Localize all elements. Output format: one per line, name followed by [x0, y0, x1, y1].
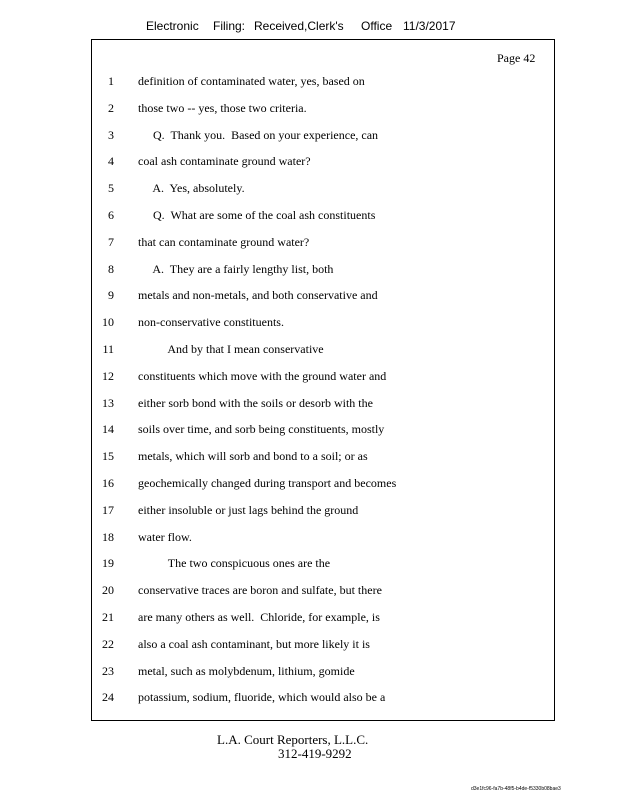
- line-number: 12: [102, 368, 114, 383]
- filing-stamp-part: Filing:: [213, 19, 246, 33]
- transcript-line: [0, 583, 618, 603]
- line-text: that can contaminate ground water?: [138, 234, 310, 249]
- filing-stamp-part: Received,Clerk's: [254, 19, 344, 33]
- transcript-line: [0, 101, 618, 121]
- line-number: 24: [102, 690, 114, 705]
- line-text: also a coal ash contaminant, but more likely it is: [138, 636, 370, 651]
- transcript-line: [0, 664, 618, 684]
- line-text: non-conservative constituents.: [138, 315, 284, 330]
- line-text: Q. What are some of the coal ash constituents: [138, 208, 376, 222]
- transcript-line: [0, 422, 618, 442]
- line-number: 8: [108, 261, 114, 276]
- transcript-line: [0, 154, 618, 174]
- transcript-line: [0, 128, 618, 148]
- transcript-line: [0, 315, 618, 335]
- transcript-line: [0, 235, 618, 255]
- line-number: 13: [102, 395, 114, 410]
- line-number: 18: [102, 529, 114, 544]
- line-text: A. They are a fairly lengthy list, both: [138, 261, 334, 276]
- filing-stamp-header: [0, 19, 618, 35]
- transcript-line: [0, 690, 618, 710]
- transcript-line: [0, 369, 618, 389]
- line-text: either insoluble or just lags behind the ground: [138, 502, 359, 517]
- line-number: 1: [108, 74, 114, 88]
- page-number: Page 42: [497, 51, 536, 65]
- line-number: 11: [102, 342, 114, 356]
- line-number: 7: [108, 234, 114, 249]
- line-number: 5: [108, 181, 114, 196]
- line-number: 16: [102, 476, 114, 490]
- line-text: metal, such as molybdenum, lithium, gomide: [138, 663, 355, 678]
- line-number: 4: [108, 154, 114, 169]
- line-text: those two -- yes, those two criteria.: [138, 100, 307, 115]
- court-reporter-name: L.A. Court Reporters, L.L.C.: [217, 732, 369, 747]
- line-text: Q. Thank you. Based on your experience, can: [138, 127, 379, 142]
- line-number: 19: [102, 556, 114, 571]
- line-number: 20: [102, 583, 114, 598]
- transcript-line: [0, 503, 618, 523]
- line-number: 23: [102, 663, 114, 678]
- line-number: 10: [102, 315, 114, 330]
- transcript-line: [0, 556, 618, 576]
- filing-stamp-date: 11/3/2017: [403, 19, 456, 33]
- line-number: 21: [102, 610, 114, 624]
- line-text: A. Yes, absolutely.: [138, 181, 245, 196]
- transcript-line: [0, 476, 618, 496]
- transcript-line: [0, 637, 618, 657]
- line-number: 6: [108, 208, 114, 222]
- line-text: constituents which move with the ground water and: [138, 368, 387, 383]
- court-reporter-phone: 312-419-9292: [278, 746, 352, 761]
- transcript-line: [0, 449, 618, 469]
- line-text: potassium, sodium, fluoride, which would also be a: [138, 690, 386, 705]
- transcript-line: [0, 288, 618, 308]
- transcript-line: [0, 262, 618, 282]
- line-number: 15: [102, 449, 114, 464]
- line-number: 2: [108, 100, 114, 115]
- line-text: soils over time, and sorb being constituents, mostly: [138, 422, 385, 437]
- line-number: 22: [102, 636, 114, 651]
- line-text: water flow.: [138, 529, 192, 544]
- line-number: 9: [108, 288, 114, 303]
- line-text: geochemically changed during transport and becomes: [138, 476, 397, 490]
- document-id: d3e1fc96-fa7b-48f5-b4de-f5330b08bae3: [471, 786, 561, 792]
- transcript-line: [0, 208, 618, 228]
- transcript-line: [0, 610, 618, 630]
- line-text: conservative traces are boron and sulfate, but there: [138, 583, 382, 598]
- line-text: metals and non-metals, and both conservative and: [138, 288, 378, 303]
- line-number: 3: [108, 127, 114, 142]
- transcript-line: [0, 342, 618, 362]
- transcript-line: [0, 396, 618, 416]
- line-text: are many others as well. Chloride, for example, is: [138, 610, 380, 624]
- line-text: definition of contaminated water, yes, based on: [138, 74, 365, 88]
- line-text: metals, which will sorb and bond to a soil; or as: [138, 449, 368, 464]
- line-text: coal ash contaminate ground water?: [138, 154, 311, 169]
- line-number: 17: [102, 502, 114, 517]
- transcript-line: [0, 530, 618, 550]
- line-text: And by that I mean conservative: [138, 342, 324, 356]
- filing-stamp-part: Office: [361, 19, 393, 33]
- transcript-line: [0, 181, 618, 201]
- filing-stamp-part: Electronic: [146, 19, 199, 33]
- line-number: 14: [102, 422, 114, 437]
- line-text: either sorb bond with the soils or desorb with the: [138, 395, 373, 410]
- line-text: The two conspicuous ones are the: [138, 556, 331, 571]
- transcript-line: [0, 74, 618, 94]
